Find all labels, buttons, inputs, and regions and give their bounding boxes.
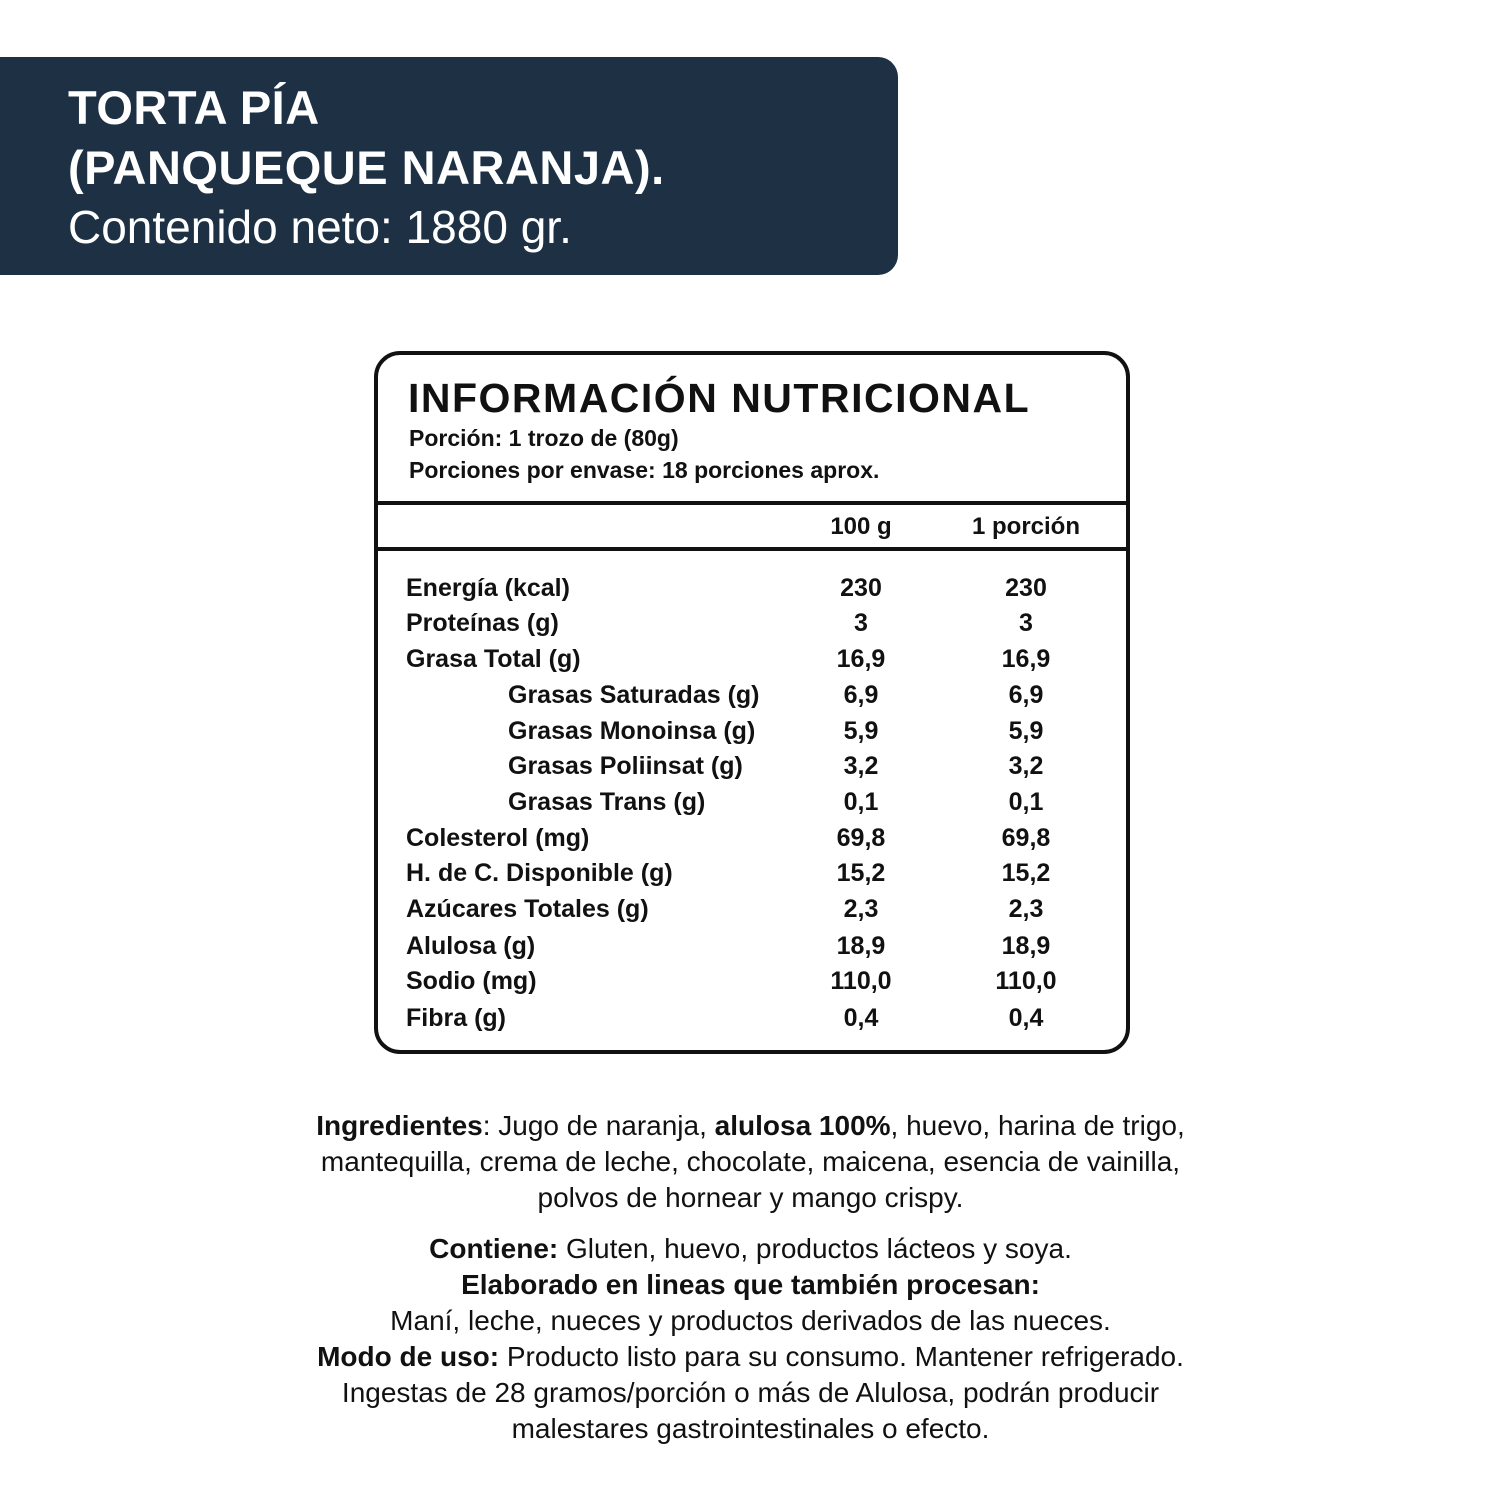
value-100g: 0,4: [843, 1004, 879, 1032]
value-portion: 110,0: [995, 967, 1057, 995]
nutrition-title: INFORMACIÓN NUTRICIONAL: [408, 375, 1031, 421]
value-portion: 0,1: [1008, 788, 1044, 816]
value-100g: 18,9: [836, 932, 886, 960]
nutrient-label: Alulosa (g): [406, 932, 536, 960]
nutrient-row: [378, 752, 1126, 782]
value-100g: 5,9: [843, 717, 879, 745]
value-portion: 18,9: [1001, 932, 1051, 960]
nutrient-label: H. de C. Disponible (g): [406, 859, 673, 887]
value-100g: 69,8: [836, 824, 886, 852]
value-portion: 3: [1019, 609, 1033, 637]
nutrient-label: Grasas Trans (g): [508, 788, 706, 816]
portions-per-pack: Porciones por envase: 18 porciones aprox.: [409, 457, 880, 483]
processed-label: [200, 1267, 1301, 1303]
value-100g: 6,9: [843, 681, 879, 709]
value-portion: 5,9: [1008, 717, 1044, 745]
value-100g: 3,2: [843, 752, 879, 780]
ingredients-text: , huevo, harina de trigo,: [890, 1110, 1185, 1141]
nutrient-label: Azúcares Totales (g): [406, 895, 649, 923]
nutrition-facts-table: [374, 351, 1130, 1054]
nutrient-row: [378, 681, 1126, 711]
processed-label-text: Elaborado en lineas que también procesan:: [461, 1269, 1040, 1300]
divider: [378, 501, 1126, 505]
ingredients-block: [200, 1108, 1301, 1216]
ingredients-label: Ingredientes: [316, 1110, 483, 1141]
nutrient-label: Energía (kcal): [406, 574, 570, 602]
nutrient-label: Grasas Poliinsat (g): [508, 752, 743, 780]
usage-label: Modo de uso:: [317, 1341, 500, 1372]
nutrient-label: Proteínas (g): [406, 609, 559, 637]
nutrient-label: Grasas Monoinsa (g): [508, 717, 756, 745]
product-title-line1: TORTA PÍA: [68, 81, 320, 134]
value-portion: 2,3: [1008, 895, 1044, 923]
nutrient-row: [378, 895, 1126, 925]
usage-line: [200, 1339, 1301, 1375]
nutrient-row: [378, 788, 1126, 818]
nutrient-label: Fibra (g): [406, 1004, 506, 1032]
allergen-block: [200, 1231, 1301, 1447]
nutrient-row: [378, 824, 1126, 854]
nutrient-label: Grasas Saturadas (g): [508, 681, 760, 709]
value-100g: 16,9: [836, 645, 886, 673]
nutrient-row: [378, 1004, 1126, 1034]
usage-text: Producto listo para su consumo. Mantener refrigerado.: [499, 1341, 1184, 1372]
net-content: Contenido neto: 1880 gr.: [68, 201, 572, 253]
value-portion: 16,9: [1001, 645, 1051, 673]
portion-size: Porción: 1 trozo de (80g): [409, 425, 679, 451]
value-portion: 6,9: [1008, 681, 1044, 709]
contains-line: [200, 1231, 1301, 1267]
product-title-line2: (PANQUEQUE NARANJA).: [68, 141, 665, 194]
divider: [378, 547, 1126, 551]
value-100g: 15,2: [836, 859, 886, 887]
value-portion: 3,2: [1008, 752, 1044, 780]
value-100g: 0,1: [843, 788, 879, 816]
nutrient-row: [378, 717, 1126, 747]
ingredients-line2: mantequilla, crema de leche, chocolate, maicena, esencia de vainilla,: [320, 1146, 1181, 1177]
ingredients-highlight: alulosa 100%: [714, 1110, 891, 1141]
warning-line1: Ingestas de 28 gramos/porción o más de Alulosa, podrán producir: [341, 1377, 1160, 1408]
nutrient-row: [378, 859, 1126, 889]
nutrient-row: [378, 967, 1126, 997]
column-header-portion: 1 porción: [971, 513, 1080, 540]
value-100g: 3: [854, 609, 868, 637]
nutrient-label: Grasa Total (g): [406, 645, 581, 673]
processed-text: Maní, leche, nueces y productos derivados de las nueces.: [390, 1305, 1111, 1336]
ingredients-line1: [200, 1108, 1301, 1144]
nutrient-label: Sodio (mg): [406, 967, 537, 995]
nutrient-row: [378, 645, 1126, 675]
ingredients-line3: polvos de hornear y mango crispy.: [537, 1182, 964, 1213]
value-portion: 15,2: [1001, 859, 1051, 887]
contains-text: Gluten, huevo, productos lácteos y soya.: [558, 1233, 1072, 1264]
nutrient-row: [378, 574, 1126, 604]
value-100g: 230: [840, 574, 882, 602]
value-100g: 110,0: [830, 967, 892, 995]
contains-label: Contiene:: [429, 1233, 559, 1264]
value-portion: 69,8: [1001, 824, 1051, 852]
ingredients-text: : Jugo de naranja,: [482, 1110, 715, 1141]
value-portion: 230: [1005, 574, 1047, 602]
warning-line2: malestares gastrointestinales o efecto.: [511, 1413, 990, 1444]
column-header-100g: 100 g: [830, 513, 892, 540]
nutrient-label: Colesterol (mg): [406, 824, 590, 852]
nutrient-row: [378, 609, 1126, 639]
value-portion: 0,4: [1008, 1004, 1044, 1032]
value-100g: 2,3: [843, 895, 879, 923]
nutrient-row: [378, 932, 1126, 962]
